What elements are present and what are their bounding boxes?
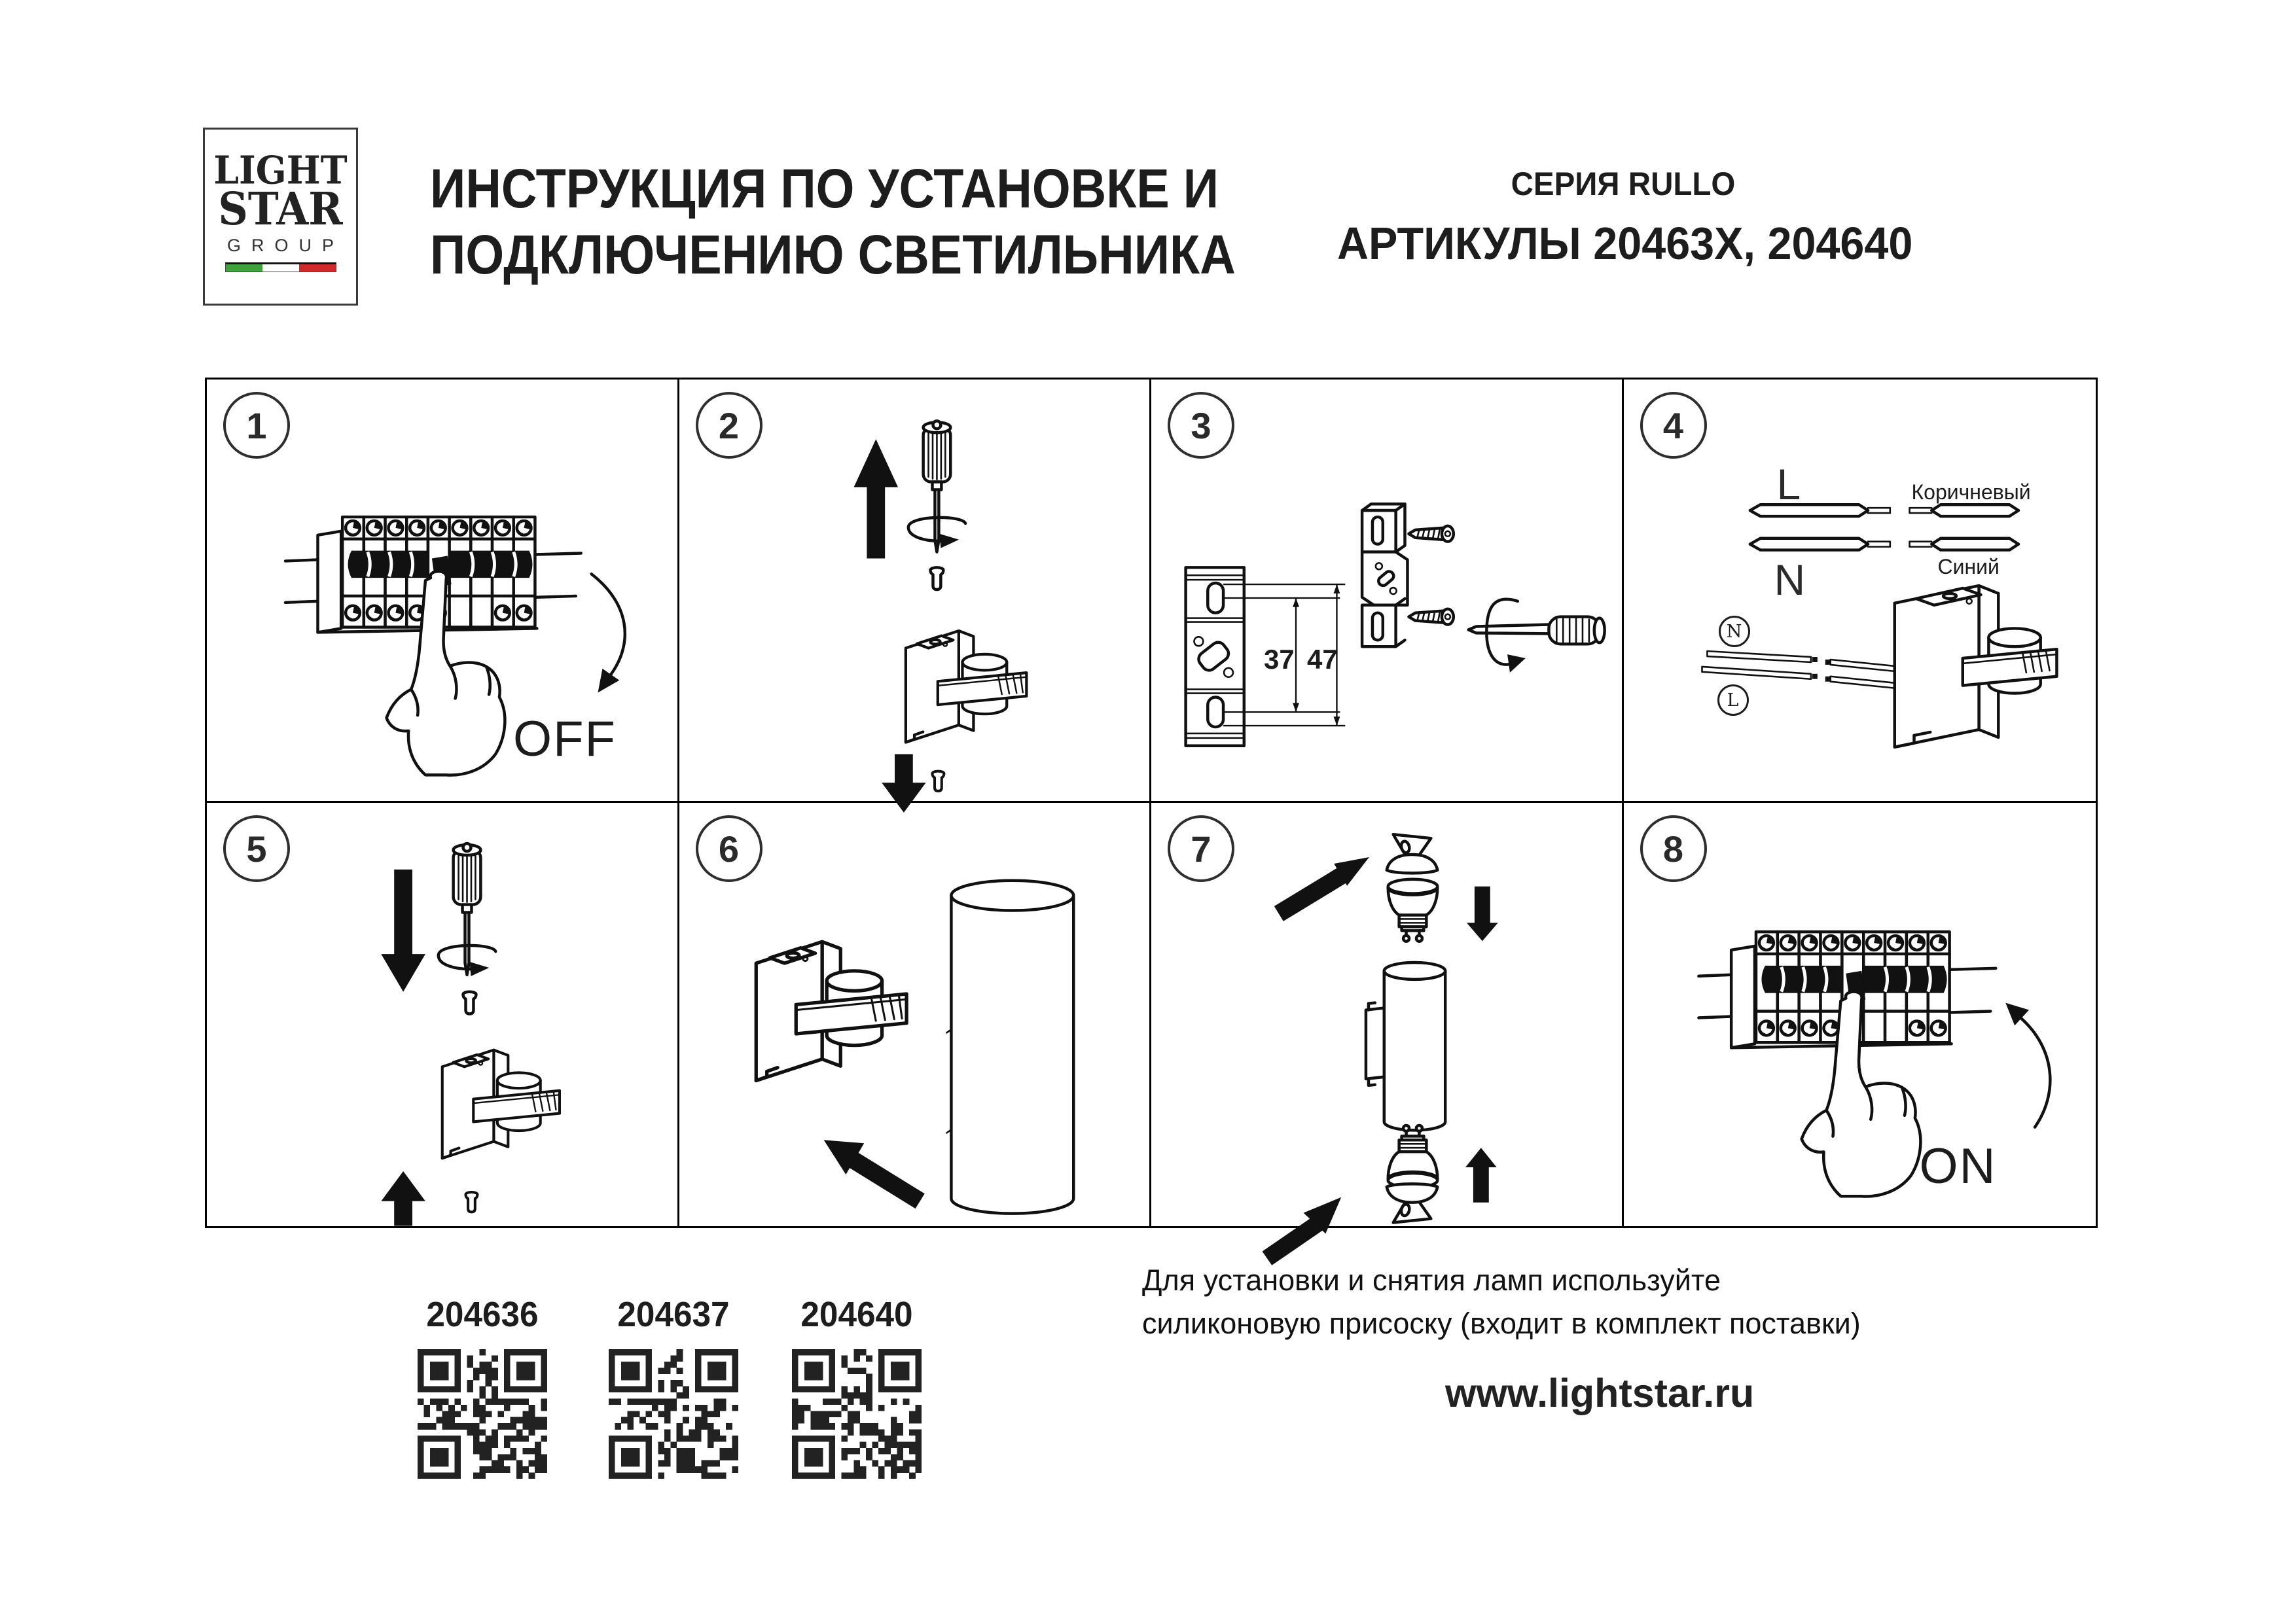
series-block	[1322, 165, 1924, 270]
blue-wire-label: Синий	[1937, 555, 2000, 578]
fixture-body-drawing	[442, 1050, 560, 1158]
screw-icon	[463, 992, 476, 1014]
step-6-cell	[679, 803, 1152, 1226]
step-6-number: 6	[696, 815, 762, 882]
suction-cup-icon	[1387, 1184, 1438, 1222]
title-line-2: ПОДКЛЮЧЕНИЮ СВЕТИЛЬНИКА	[430, 224, 1236, 285]
step-7-cell	[1151, 803, 1624, 1226]
switch-down-arrow-icon	[592, 574, 625, 692]
brown-wire-label: Коричневый	[1911, 480, 2031, 504]
screwdriver-icon	[1469, 617, 1605, 644]
italian-flag-icon	[225, 262, 336, 272]
diffuser-tube-drawing	[946, 881, 1073, 1214]
qr-code-204640	[792, 1349, 922, 1479]
suction-cup-icon	[1387, 834, 1438, 873]
flag-green-segment	[226, 264, 262, 272]
article-code-204640: 204640	[800, 1295, 913, 1334]
screwdriver-icon	[923, 421, 950, 552]
terminal-n-badge: N	[1719, 616, 1750, 647]
step-3-number: 3	[1168, 392, 1234, 459]
screw-icon	[466, 1192, 478, 1212]
fixture-body-drawing	[905, 631, 1026, 742]
logo-line-light: LIGHT	[213, 147, 348, 193]
step-7-number: 7	[1168, 815, 1234, 882]
step-8-number: 8	[1640, 815, 1707, 882]
dimension-47-label: 47	[1307, 644, 1338, 675]
fixture-body-drawing	[756, 942, 906, 1080]
step-1-cell	[207, 380, 679, 803]
fixture-tube-drawing	[1366, 962, 1445, 1130]
down-arrow-icon	[1467, 887, 1498, 941]
step-4-number: 4	[1640, 392, 1707, 459]
logo-line-group: GROUP	[226, 236, 344, 255]
step-8-cell	[1624, 803, 2096, 1226]
step-2-cell	[679, 380, 1152, 803]
step-3-cell	[1151, 380, 1624, 803]
up-arrow-icon	[853, 439, 897, 558]
on-label: ON	[1919, 1139, 1997, 1194]
screw-icon	[932, 771, 944, 791]
screwdriver-icon	[454, 843, 481, 975]
dimension-37-label: 37	[1264, 644, 1295, 675]
rotation-arrow-icon	[1486, 599, 1525, 673]
qr-code-204636	[418, 1349, 547, 1479]
terminal-l-badge: L	[1717, 684, 1749, 716]
screw-icon	[1408, 609, 1453, 625]
qr-code-204637	[609, 1349, 738, 1479]
step-4-cell	[1624, 380, 2096, 803]
screw-icon	[1408, 526, 1453, 542]
website-url: www.lightstar.ru	[1445, 1371, 1755, 1415]
lightstar-logo	[203, 128, 358, 306]
insert-arrow-icon	[1279, 857, 1369, 913]
flag-red-segment	[299, 264, 336, 272]
flag-white-segment	[262, 264, 299, 272]
gu10-lamp-icon	[1388, 1125, 1438, 1188]
up-arrow-icon	[381, 1171, 425, 1226]
gu10-lamp-icon	[1388, 879, 1438, 942]
series-name: СЕРИЯ RULLO	[1511, 166, 1736, 202]
step-5-number: 5	[223, 815, 290, 882]
insert-arrow-icon	[1267, 1197, 1341, 1258]
steps-grid	[205, 378, 2098, 1228]
connection-wires-drawing	[1702, 651, 1894, 688]
neutral-wire-label: N	[1774, 556, 1806, 604]
suction-cup-note	[1142, 1259, 1861, 1345]
assembly-arrow-icon	[823, 1140, 920, 1201]
title-line-1: ИНСТРУКЦИЯ ПО УСТАНОВКЕ И	[430, 158, 1219, 219]
screw-icon	[930, 567, 943, 590]
step-5-cell	[207, 803, 679, 1226]
switch-up-arrow-icon	[2005, 1003, 2050, 1127]
step-2-number: 2	[696, 392, 762, 459]
article-code-204636: 204636	[426, 1295, 539, 1334]
off-label: OFF	[513, 711, 617, 767]
up-arrow-icon	[1465, 1148, 1497, 1202]
mounting-bracket-drawing	[1362, 504, 1407, 646]
down-arrow-icon	[381, 870, 425, 992]
line-wire-label: L	[1776, 460, 1801, 508]
series-articles: АРТИКУЛЫ 20463X, 204640	[1337, 218, 1913, 269]
note-line-2: силиконовую присоску (входит в комплект поставки)	[1142, 1307, 1861, 1340]
fixture-body-drawing	[1894, 586, 2056, 747]
article-code-204637: 204637	[617, 1295, 730, 1334]
logo-line-star: STAR	[218, 183, 343, 235]
supply-wires-drawing	[1749, 504, 2018, 550]
mounting-plate-drawing	[1186, 567, 1244, 745]
step-1-number: 1	[223, 392, 290, 459]
note-line-1: Для установки и снятия ламп используйте	[1142, 1263, 1721, 1297]
page-title	[430, 156, 1236, 288]
